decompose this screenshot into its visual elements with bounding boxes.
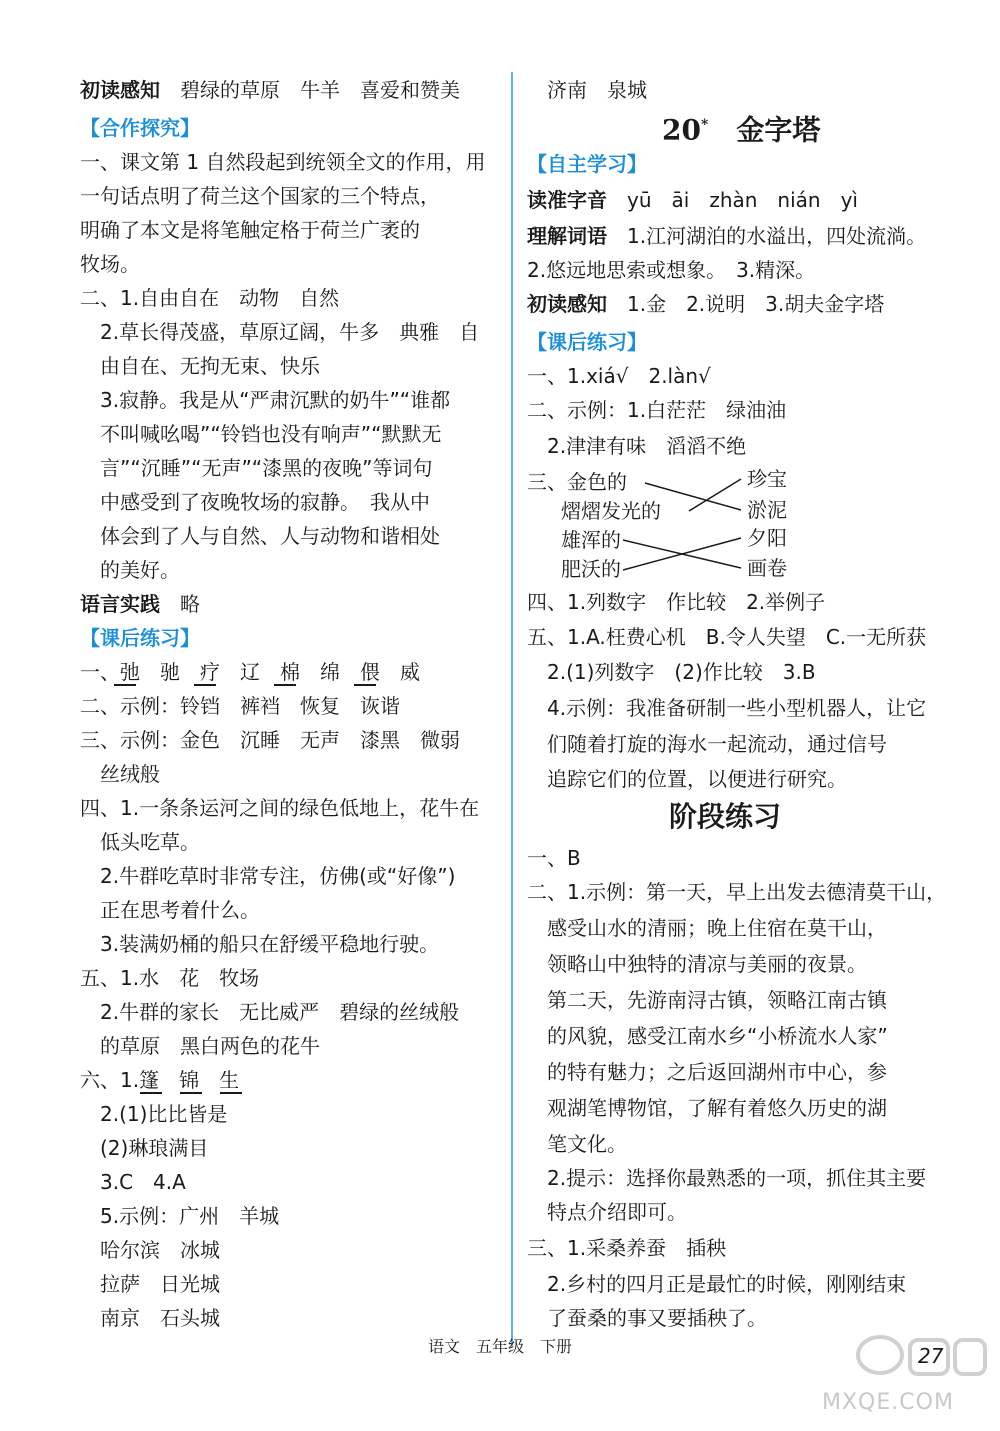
underline [180, 1092, 202, 1094]
line: 3.寂静。我是从“严肃沉默的奶牛”“谁都 [80, 388, 451, 412]
section-heading: 【课后练习】 [80, 626, 200, 650]
line: 六、1.篷 锦 生 [80, 1068, 240, 1092]
section-title: 阶段练习 [669, 800, 782, 833]
line: 的美好。 [80, 558, 180, 582]
line: 一、课文第 1 自然段起到统领全文的作用，用 [80, 150, 486, 174]
line: 三、1.采桑养蚕 插秧 [527, 1236, 727, 1260]
line: 牧场。 [80, 252, 140, 276]
line: 的风貌，感受江南水乡“小桥流水人家” [527, 1024, 888, 1048]
line: 2.草长得茂盛，草原辽阔，牛多 典雅 自 [80, 320, 480, 344]
label-yuyan: 语言实践 [80, 592, 160, 616]
line: 5.示例：广州 羊城 [80, 1204, 280, 1228]
section-heading: 【自主学习】 [527, 152, 647, 176]
line: 观湖笔博物馆，了解有着悠久历史的湖 [527, 1096, 887, 1120]
line: 五、1.A.枉费心机 B.令人失望 C.一无所获 [527, 625, 927, 649]
line: 2.牛群吃草时非常专注，仿佛(或“好像”) [80, 864, 456, 888]
line: 一、1.xiá√ 2.làn√ [527, 364, 711, 388]
line: 济南 泉城 [527, 78, 647, 102]
line: 理解词语 1.江河湖泊的水溢出，四处流淌。 [527, 224, 927, 248]
line: 感受山水的清丽；晚上住宿在莫干山， [527, 916, 887, 940]
line [80, 75, 460, 105]
text: 碧绿的草原 牛羊 喜爱和赞美 [160, 78, 460, 102]
line: 3.C 4.A [80, 1170, 186, 1194]
line: 一句话点明了荷兰这个国家的三个特点， [80, 184, 440, 208]
line: 2.(1)比比皆是 [80, 1102, 228, 1126]
underline [194, 684, 216, 686]
line: 拉萨 日光城 [80, 1272, 220, 1296]
line: 特点介绍即可。 [527, 1200, 687, 1224]
line: 二、示例：1.白茫茫 绿油油 [527, 398, 787, 422]
line: 不叫喊吆喝”“铃铛也没有响声”“默默无 [80, 422, 442, 446]
underline [274, 684, 296, 686]
underline [354, 684, 376, 686]
match-left: 雄浑的 [561, 528, 621, 552]
matching-lines [527, 460, 787, 590]
line: 4.示例：我准备研制一些小型机器人，让它 [527, 696, 927, 720]
line: 低头吃草。 [80, 830, 200, 854]
line: 了蚕桑的事又要插秧了。 [527, 1306, 767, 1330]
line: 南京 石头城 [80, 1306, 220, 1330]
label-chudu: 初读感知 [80, 78, 160, 102]
match-left: 三、金色的 [527, 470, 627, 494]
lesson-title: 20* 金字塔 [662, 113, 821, 147]
page-footer: 语文 五年级 下册 [427, 1337, 572, 1356]
section-heading: 【课后练习】 [527, 330, 647, 354]
line: 二、1.自由自在 动物 自然 [80, 286, 340, 310]
line: 由自在、无拘无束、快乐 [80, 354, 320, 378]
line: 二、示例：铃铛 裤裆 恢复 诙谐 [80, 694, 400, 718]
line: 一、B [527, 846, 581, 870]
line: 体会到了人与自然、人与动物和谐相处 [80, 524, 440, 548]
line: 笔文化。 [527, 1132, 627, 1156]
line: 三、示例：金色 沉睡 无声 漆黑 微弱 [80, 728, 460, 752]
line: (2)琳琅满目 [80, 1136, 209, 1160]
line: 2.(1)列数字 (2)作比较 3.B [527, 660, 816, 684]
line: 四、1.列数字 作比较 2.举例子 [527, 590, 826, 614]
match-right: 珍宝 [747, 467, 787, 491]
line: 2.津津有味 滔滔不绝 [527, 434, 747, 458]
underline [220, 1092, 242, 1094]
text: 略 [160, 592, 200, 616]
line: 的草原 黑白两色的花牛 [80, 1034, 320, 1058]
line: 读准字音 yū āi zhàn nián yì [527, 188, 858, 212]
line: 领略山中独特的清凉与美丽的夜景。 [527, 952, 867, 976]
match-right: 画卷 [747, 556, 787, 580]
line: 2.乡村的四月正是最忙的时候，刚刚结束 [527, 1272, 907, 1296]
underline [114, 684, 136, 686]
line: 们随着打旋的海水一起流动，通过信号 [527, 732, 887, 756]
line: 哈尔滨 冰城 [80, 1238, 220, 1262]
underline [140, 1092, 162, 1094]
line: 言”“沉睡”“无声”“漆黑的夜晚”等词句 [80, 456, 433, 480]
match-left: 肥沃的 [561, 557, 621, 581]
line: 正在思考着什么。 [80, 898, 260, 922]
line: 明确了本文是将笔触定格于荷兰广袤的 [80, 218, 420, 242]
line: 第二天，先游南浔古镇，领略江南古镇 [527, 988, 887, 1012]
line: 一、弛 驰 疗 辽 棉 绵 偎 威 [80, 660, 420, 684]
watermark-text: MXQE.COM [822, 1390, 954, 1415]
match-left: 熠熠发光的 [561, 499, 661, 523]
line: 五、1.水 花 牧场 [80, 966, 260, 990]
line: 2.提示：选择你最熟悉的一项，抓住其主要 [527, 1166, 927, 1190]
line: 的特有魅力；之后返回湖州市中心，参 [527, 1060, 887, 1084]
line: 初读感知 1.金 2.说明 3.胡夫金字塔 [527, 292, 885, 316]
match-right: 淤泥 [747, 498, 787, 522]
line [80, 589, 200, 619]
line: 丝绒般 [80, 762, 160, 786]
line: 2.悠远地思索或想象。 3.精深。 [527, 258, 816, 282]
line: 追踪它们的位置，以便进行研究。 [527, 767, 847, 791]
page-number: 27 [918, 1344, 944, 1368]
column-divider [511, 72, 513, 1347]
match-right: 夕阳 [747, 526, 787, 550]
line: 二、1.示例：第一天，早上出发去德清莫干山， [527, 880, 947, 904]
line: 3.装满奶桶的船只在舒缓平稳地行驶。 [80, 932, 440, 956]
section-heading: 【合作探究】 [80, 116, 200, 140]
line: 中感受到了夜晚牧场的寂静。 我从中 [80, 490, 430, 514]
line: 四、1.一条条运河之间的绿色低地上，花牛在 [80, 796, 480, 820]
line: 2.牛群的家长 无比威严 碧绿的丝绒般 [80, 1000, 460, 1024]
